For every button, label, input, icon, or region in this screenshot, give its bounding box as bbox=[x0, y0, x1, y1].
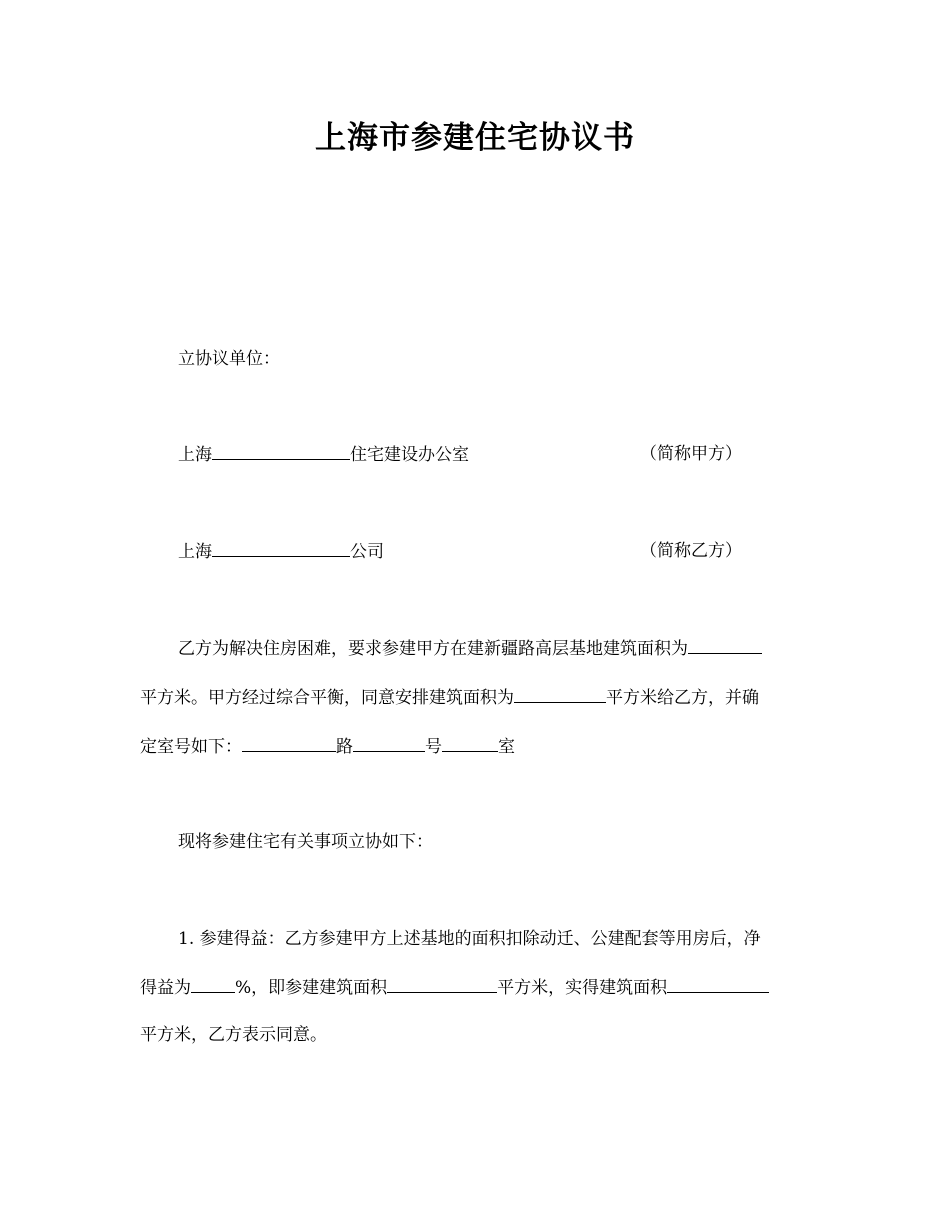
para1-line3-a: 定室号如下： bbox=[140, 737, 242, 757]
road-label: 路 bbox=[336, 737, 353, 757]
area-blank-1[interactable] bbox=[688, 636, 762, 654]
item1-line2-b: %，即参建建筑面积 bbox=[235, 978, 388, 998]
item1-line1: 1. 参建得益：乙方参建甲方上述基地的面积扣除动迁、公建配套等用房后，净 bbox=[178, 929, 761, 949]
party-b-blank[interactable] bbox=[212, 539, 350, 557]
parties-heading: 立协议单位： bbox=[178, 349, 280, 369]
party-b-prefix: 上海 bbox=[178, 542, 212, 562]
number-label: 号 bbox=[425, 737, 442, 757]
document-title: 上海市参建住宅协议书 bbox=[315, 120, 635, 156]
party-b-suffix: 公司 bbox=[350, 542, 384, 562]
actual-area-blank[interactable] bbox=[667, 975, 769, 993]
party-b-note: （简称乙方） bbox=[640, 541, 742, 561]
room-label: 室 bbox=[498, 737, 515, 757]
area-blank-2[interactable] bbox=[514, 685, 606, 703]
para1-line2-a: 平方米。甲方经过综合平衡，同意安排建筑面积为 bbox=[140, 688, 514, 708]
para1-line1 bbox=[178, 636, 762, 661]
para1-line2 bbox=[140, 685, 759, 710]
party-a-suffix: 住宅建设办公室 bbox=[350, 445, 469, 465]
para2: 现将参建住宅有关事项立协如下： bbox=[178, 832, 433, 852]
item1-line2 bbox=[140, 975, 769, 1000]
party-a-prefix: 上海 bbox=[178, 445, 212, 465]
road-blank[interactable] bbox=[242, 734, 336, 752]
party-a-note: （简称甲方） bbox=[640, 444, 742, 464]
item1-line2-c: 平方米，实得建筑面积 bbox=[497, 978, 668, 998]
party-a-blank[interactable] bbox=[212, 442, 350, 460]
party-a-line bbox=[178, 442, 469, 467]
item1-line3: 平方米，乙方表示同意。 bbox=[140, 1025, 327, 1045]
para1-line2-b: 平方米给乙方，并确 bbox=[606, 688, 759, 708]
share-area-blank[interactable] bbox=[387, 975, 497, 993]
room-blank[interactable] bbox=[442, 734, 498, 752]
para1-line1-text: 乙方为解决住房困难，要求参建甲方在建新疆路高层基地建筑面积为 bbox=[178, 639, 688, 659]
number-blank[interactable] bbox=[353, 734, 425, 752]
para1-line3 bbox=[140, 734, 515, 759]
percent-blank[interactable] bbox=[191, 975, 235, 993]
item1-line2-a: 得益为 bbox=[140, 978, 191, 998]
party-b-line bbox=[178, 539, 384, 564]
